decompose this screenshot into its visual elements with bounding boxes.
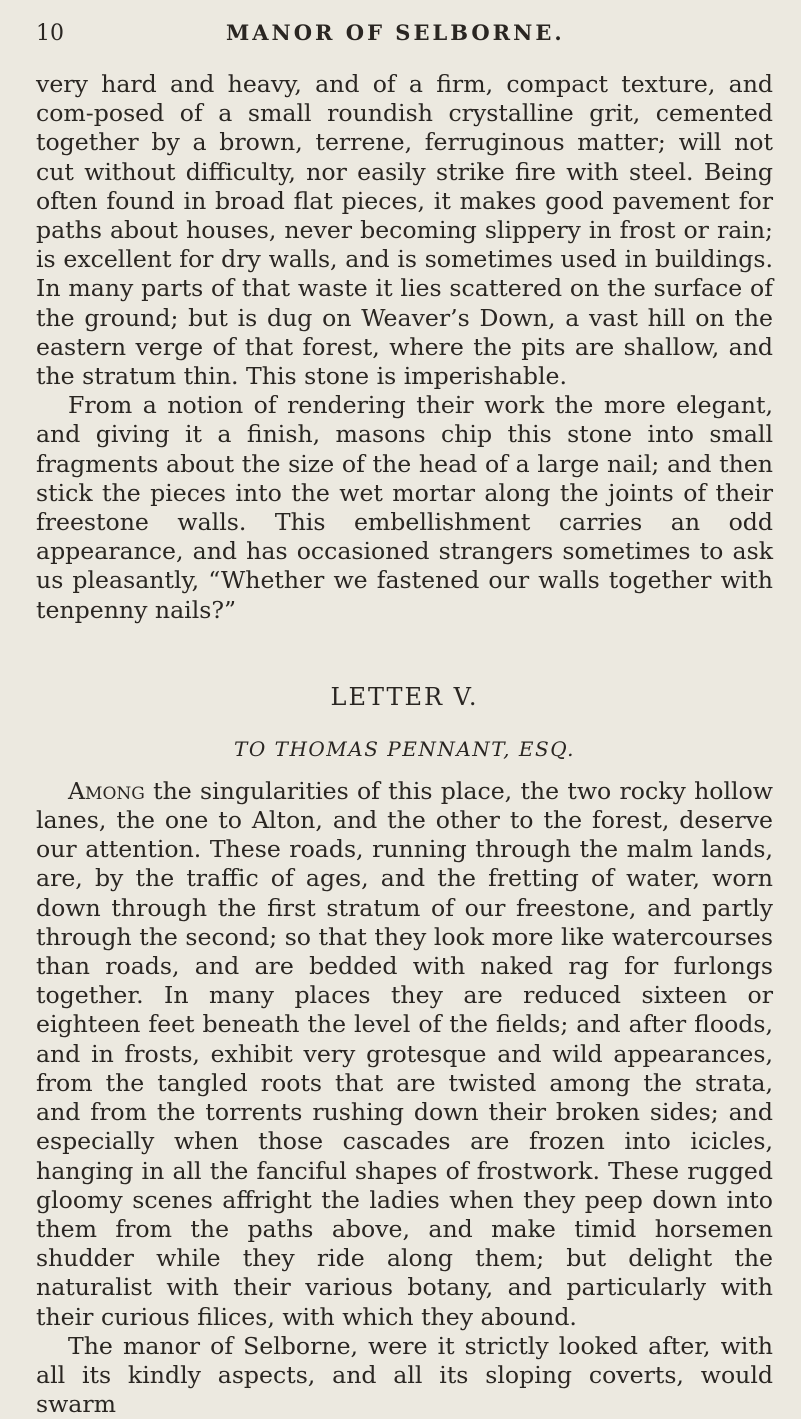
page-number: 10	[36, 21, 64, 46]
paragraph-hollow-lanes-text: the singularities of this place, the two rocky hollow lanes, the one to Alton, and the other to the forest, deserve our attention. These roads, running through the malm lands, are, by the traffic of ages, and the fretting of water, worn down through the first stratum of our freestone, and partly through the second; so that they look more like watercourses than roads, and are bedded with naked rag for furlongs together. In many places they are reduced sixteen or eighteen feet beneath the level of the fields; and after floods, and in frosts, exhibit very grotesque and wild appearances, from the tangled roots that are twisted among the strata, and from the torrents rushing down their broken sides; and especially when those cascades are frozen into icicles, hanging in all the fanciful shapes of frostwork. These rugged gloomy scenes affright the ladies when they peep down into them from the paths above, and make timid horsemen shudder while they ride along them; but delight the naturalist with their various botany, and particularly with their curious filices, with which they abound.	[36, 776, 773, 1331]
paragraph-hollow-lanes	[36, 777, 773, 1332]
paragraph-stone-description: very hard and heavy, and of a firm, compact texture, and com-posed of a small roundish crystalline grit, cemented together by a brown, terrene, ferruginous matter; will not cut without difficulty, nor easily strike fire with steel. Being often found in broad flat pieces, it makes good pavement for paths about houses, never becoming slippery in frost or rain; is excellent for dry walls, and is sometimes used in buildings. In many parts of that waste it lies scattered on the surface of the ground; but is dug on Weaver’s Down, a vast hill on the eastern verge of that forest, where the pits are shallow, and the stratum thin. This stone is imperishable.	[36, 70, 773, 391]
opening-word: Among	[68, 776, 145, 805]
running-head	[36, 20, 773, 64]
paragraph-manor: The manor of Selborne, were it strictly looked after, with all its kindly aspects, and all its sloping coverts, would swarm	[36, 1331, 773, 1419]
letter-address: TO THOMAS PENNANT, ESQ.	[234, 736, 575, 761]
paragraph-masons: From a notion of rendering their work the more elegant, and giving it a finish, masons chip this stone into small fragments about the size of the head of a large nail; and then stick the pieces into the wet mortar along the joints of their freestone walls. This embellishment carries an odd appearance, and has occasioned strangers sometimes to ask us pleasantly, “Whether we fastened our walls together with tenpenny nails?”	[36, 391, 773, 624]
letter-heading: LETTER V.	[330, 682, 479, 711]
running-title: MANOR OF SELBORNE.	[226, 20, 565, 45]
letter-body	[36, 777, 773, 1419]
